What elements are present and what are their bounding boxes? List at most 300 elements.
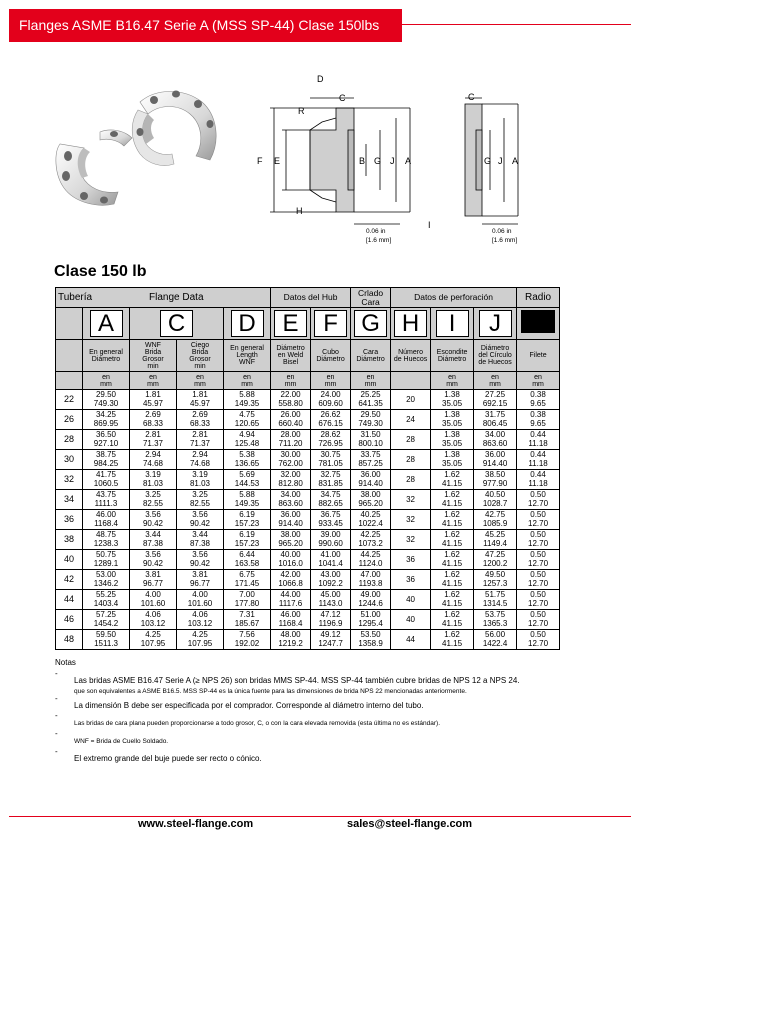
table-row <box>56 390 560 410</box>
desc-line: Ciego <box>190 341 210 349</box>
cell-h: 40 <box>391 590 431 610</box>
table-row <box>56 630 560 650</box>
cell-in: 4.75 <box>239 410 255 420</box>
dim-label-e: E <box>274 156 281 166</box>
note-text: WNF = Brida de Cuello Soldado. <box>74 737 169 745</box>
cell-g <box>351 410 391 430</box>
cell-j <box>474 610 517 630</box>
note-dash: - <box>55 711 58 721</box>
desc-line: Length <box>236 352 258 359</box>
unit-line-1: en <box>326 373 335 381</box>
cell-in: 3.56 <box>192 550 208 560</box>
cell-in: 5.38 <box>239 450 255 460</box>
note-item <box>55 748 575 766</box>
cell-mm: 857.25 <box>358 458 383 468</box>
header-flange-data: Flange Data <box>83 288 271 308</box>
cell-j <box>474 510 517 530</box>
cell-mm: 1422.4 <box>482 638 508 648</box>
desc-line: Grosor <box>189 355 211 363</box>
cell-in: 56.00 <box>485 630 506 640</box>
cell-in: 1.38 <box>444 410 460 420</box>
cell-d <box>224 490 271 510</box>
cell-mm: 933.45 <box>318 518 343 528</box>
cell-mm: 74.68 <box>142 458 164 468</box>
table-row <box>56 470 560 490</box>
unit-line-2: mm <box>446 380 458 388</box>
cell-mm: 12.70 <box>528 598 549 608</box>
cell-c1 <box>130 470 177 490</box>
cell-mm: 812.80 <box>278 478 303 488</box>
cell-in: 0.50 <box>530 490 546 500</box>
cell-in: 3.81 <box>145 570 161 580</box>
unit-cell <box>517 372 560 390</box>
cell-g <box>351 490 391 510</box>
cell-nps: 36 <box>56 510 83 530</box>
cell-f <box>311 470 351 490</box>
letter-cell-h <box>391 308 431 340</box>
cell-j <box>474 410 517 430</box>
table-row <box>56 410 560 430</box>
table-row <box>56 570 560 590</box>
cell-mm: 11.18 <box>528 438 548 448</box>
cell-in: 49.00 <box>360 590 381 600</box>
cell-f <box>311 450 351 470</box>
cell-g <box>351 570 391 590</box>
cell-mm: 12.70 <box>528 538 549 548</box>
cell-mm: 1041.4 <box>318 558 343 568</box>
cell-a <box>83 630 130 650</box>
unit-cell <box>311 372 351 390</box>
cell-nps: 40 <box>56 550 83 570</box>
cell-f <box>311 430 351 450</box>
cell-mm: 9.65 <box>530 418 546 428</box>
cell-f <box>311 550 351 570</box>
cell-in: 1.62 <box>444 490 460 500</box>
desc-line: Diámetro <box>91 355 121 363</box>
cell-in: 5.69 <box>239 470 255 480</box>
table-row <box>56 550 560 570</box>
unit-line-2: mm <box>324 380 337 388</box>
cell-mm: 1244.6 <box>358 598 383 608</box>
table-row <box>56 530 560 550</box>
cell-mm: 1358.9 <box>358 638 383 648</box>
cell-mm: 68.33 <box>142 418 164 428</box>
letter-cell-f <box>311 308 351 340</box>
header-crlado-cara <box>351 288 391 308</box>
note-dash: - <box>55 728 58 738</box>
note-text: El extremo grande del buje puede ser recto o cónico. <box>74 753 262 763</box>
cell-i <box>431 390 474 410</box>
cell-mm: 163.58 <box>234 558 260 568</box>
spec-table <box>55 287 560 650</box>
cell-f <box>311 610 351 630</box>
cell-r <box>517 590 560 610</box>
cell-in: 50.75 <box>95 550 117 560</box>
cell-in: 59.50 <box>95 630 117 640</box>
cell-c1 <box>130 530 177 550</box>
cell-g <box>351 470 391 490</box>
cell-mm: 12.70 <box>528 498 549 508</box>
cell-mm: 41.15 <box>442 518 463 528</box>
cell-in: 28.00 <box>280 430 301 440</box>
cell-c2 <box>177 470 224 490</box>
note-text: Las bridas de cara plana pueden proporcionarse a todo grosor, C, o con la cara elevada removida (esta última no es estándar). <box>74 720 441 728</box>
cell-mm: 171.45 <box>234 578 260 588</box>
cell-c2 <box>177 610 224 630</box>
cell-in: 46.00 <box>280 610 301 620</box>
cell-mm: 914.40 <box>482 458 508 468</box>
desc-line: Escondite <box>436 348 468 356</box>
unit-cell <box>474 372 517 390</box>
cell-mm: 1289.1 <box>93 558 119 568</box>
cell-mm: 177.80 <box>234 598 260 608</box>
cell-in: 25.25 <box>360 390 381 400</box>
cell-mm: 1295.4 <box>358 618 383 628</box>
cell-in: 3.56 <box>192 510 208 520</box>
cell-mm: 1257.3 <box>482 578 508 588</box>
cell-c1 <box>130 570 177 590</box>
cell-j <box>474 590 517 610</box>
unit-line-1: en <box>534 373 542 381</box>
desc-line: min <box>147 362 159 370</box>
cell-d <box>224 530 271 550</box>
cell-in: 28.62 <box>320 430 341 440</box>
notes <box>55 658 575 765</box>
cell-mm: 882.65 <box>318 498 343 508</box>
cell-e <box>271 630 311 650</box>
cell-d <box>224 630 271 650</box>
footer-email[interactable]: sales@steel-flange.com <box>347 818 473 830</box>
cell-in: 27.25 <box>485 390 506 400</box>
cell-i <box>431 430 474 450</box>
letter-cell-radio <box>517 308 560 340</box>
cell-in: 0.44 <box>530 470 546 480</box>
cell-mm: 157.23 <box>234 538 260 548</box>
cell-in: 0.50 <box>530 510 546 520</box>
dim-label-i: I <box>428 220 431 230</box>
cell-in: 0.38 <box>530 390 546 400</box>
cell-d <box>224 610 271 630</box>
cell-in: 7.00 <box>239 590 255 600</box>
cell-in: 0.38 <box>530 410 546 420</box>
cell-h: 32 <box>391 490 431 510</box>
cell-mm: 149.35 <box>234 398 260 408</box>
cell-in: 44.00 <box>280 590 301 600</box>
cell-in: 0.50 <box>530 570 546 580</box>
cell-g <box>351 630 391 650</box>
desc-line: de Huecos <box>393 355 428 363</box>
cell-mm: 87.38 <box>189 538 211 548</box>
cell-in: 36.50 <box>95 430 117 440</box>
cell-h: 40 <box>391 610 431 630</box>
cell-mm: 144.53 <box>234 478 260 488</box>
cell-in: 31.75 <box>485 410 506 420</box>
cell-in: 0.50 <box>530 590 546 600</box>
cell-mm: 90.42 <box>142 558 164 568</box>
cell-e <box>271 390 311 410</box>
cell-in: 2.69 <box>192 410 208 420</box>
cell-g <box>351 390 391 410</box>
cell-mm: 762.00 <box>278 458 303 468</box>
cell-in: 6.75 <box>239 570 255 580</box>
cell-mm: 1085.9 <box>482 518 508 528</box>
cell-in: 5.88 <box>239 390 255 400</box>
cell-in: 44.25 <box>360 550 381 560</box>
desc-line: Brida <box>191 348 209 356</box>
cell-r <box>517 430 560 450</box>
cell-in: 2.94 <box>145 450 161 460</box>
cell-nps: 30 <box>56 450 83 470</box>
cell-h: 36 <box>391 550 431 570</box>
unit-line-2: mm <box>364 380 377 388</box>
cell-mm: 1511.3 <box>94 638 118 648</box>
cell-mm: 641.35 <box>358 398 383 408</box>
table-row <box>56 510 560 530</box>
letter-cell-d <box>224 308 271 340</box>
cell-in: 1.62 <box>444 470 460 480</box>
cell-mm: 12.70 <box>528 518 549 528</box>
letter-cell-i <box>431 308 474 340</box>
cell-a <box>83 530 130 550</box>
cell-in: 4.25 <box>145 630 161 640</box>
cell-in: 2.69 <box>145 410 161 420</box>
desc-cell-a <box>83 340 130 372</box>
cell-mm: 185.67 <box>234 618 260 628</box>
cell-h: 44 <box>391 630 431 650</box>
cell-mm: 41.15 <box>442 578 463 588</box>
cell-i <box>431 570 474 590</box>
desc-line: Diámetro <box>480 345 510 352</box>
cell-h: 28 <box>391 450 431 470</box>
unit-cell <box>271 372 311 390</box>
cell-c2 <box>177 530 224 550</box>
cell-mm: 12.70 <box>528 618 549 628</box>
desc-line: del Círculo <box>478 352 512 359</box>
letter-box-a: A <box>90 310 123 337</box>
cell-in: 34.75 <box>320 490 341 500</box>
cell-in: 1.38 <box>444 430 460 440</box>
cell-mm: 711.20 <box>278 438 303 448</box>
cell-mm: 676.15 <box>318 418 343 428</box>
cell-mm: 1028.7 <box>482 498 508 508</box>
cell-c1 <box>130 430 177 450</box>
desc-cell-c1 <box>130 340 177 372</box>
note-item <box>55 670 575 695</box>
desc-line: Diámetro <box>316 355 345 363</box>
cell-mm: 726.95 <box>318 438 343 448</box>
cell-mm: 1314.5 <box>482 598 508 608</box>
cell-mm: 1092.2 <box>318 578 343 588</box>
desc-cell-r <box>517 340 560 372</box>
cell-r <box>517 610 560 630</box>
cell-mm: 41.15 <box>442 538 463 548</box>
cell-in: 1.62 <box>444 590 460 600</box>
cell-mm: 35.05 <box>442 418 463 428</box>
cell-h: 28 <box>391 470 431 490</box>
cell-in: 6.19 <box>239 530 255 540</box>
cell-mm: 41.15 <box>442 618 463 628</box>
dim-label-b: B <box>359 156 366 166</box>
cell-in: 34.25 <box>95 410 117 420</box>
cell-h: 32 <box>391 530 431 550</box>
cell-e <box>271 450 311 470</box>
cell-in: 7.56 <box>239 630 255 640</box>
cell-mm: 90.42 <box>189 558 211 568</box>
dim-label-a: A <box>405 156 412 166</box>
dim-note-in: 0.06 in <box>366 228 386 235</box>
dim-label-g: G <box>374 156 382 166</box>
cell-mm: 660.40 <box>278 418 303 428</box>
desc-line: Diámetro <box>276 345 305 352</box>
cell-f <box>311 590 351 610</box>
cell-in: 39.00 <box>320 530 341 540</box>
footer-website[interactable]: www.steel-flange.com <box>138 818 254 830</box>
cell-f <box>311 490 351 510</box>
cell-j <box>474 550 517 570</box>
desc-cell-g <box>351 340 391 372</box>
cell-c1 <box>130 450 177 470</box>
unit-line-2: mm <box>147 380 159 388</box>
cell-f <box>311 530 351 550</box>
cell-mm: 41.15 <box>442 558 463 568</box>
cell-j <box>474 470 517 490</box>
cell-mm: 82.55 <box>189 498 211 508</box>
unit-line-1: en <box>243 373 251 381</box>
cell-mm: 45.97 <box>189 398 211 408</box>
cell-mm: 1247.7 <box>318 638 343 648</box>
cell-mm: 1168.4 <box>94 518 118 528</box>
cell-mm: 1117.6 <box>278 598 303 608</box>
cell-mm: 41.15 <box>442 478 463 488</box>
note-subtext: que son equivalentes a ASME B16.5. MSS SP-44 es la única fuente para las dimensiones de brida NPS 22 mencionadas anteriormente. <box>74 687 467 695</box>
cell-f <box>311 570 351 590</box>
cell-in: 0.50 <box>530 530 546 540</box>
cell-d <box>224 550 271 570</box>
cell-e <box>271 590 311 610</box>
dim-label-r: R <box>298 106 305 116</box>
cell-in: 43.00 <box>320 570 341 580</box>
dim-note-mm-2: [1.6 mm] <box>492 237 518 244</box>
cell-in: 36.00 <box>280 510 301 520</box>
cell-mm: 609.60 <box>318 398 343 408</box>
cell-in: 48.75 <box>95 530 117 540</box>
unit-cell <box>351 372 391 390</box>
cell-in: 38.50 <box>485 470 506 480</box>
desc-line: en Weld <box>277 352 304 359</box>
cell-mm: 101.60 <box>187 598 213 608</box>
cell-f <box>311 390 351 410</box>
desc-cell-j <box>474 340 517 372</box>
cell-in: 29.50 <box>95 390 117 400</box>
desc-line: Diámetro <box>437 355 467 363</box>
letter-box-c: C <box>160 310 193 337</box>
cell-mm: 1124.0 <box>358 558 383 568</box>
letter-box-d: D <box>231 310 264 337</box>
cell-i <box>431 490 474 510</box>
cell-in: 30.75 <box>320 450 341 460</box>
cell-in: 4.00 <box>192 590 208 600</box>
cell-in: 3.25 <box>145 490 161 500</box>
cell-c2 <box>177 590 224 610</box>
section-title: Clase 150 lb <box>54 263 147 280</box>
unit-line-1: en <box>366 373 375 381</box>
cell-mm: 914.40 <box>358 478 383 488</box>
cell-mm: 1346.2 <box>93 578 119 588</box>
cell-mm: 1403.4 <box>93 598 119 608</box>
letter-cell-e <box>271 308 311 340</box>
letter-cell-g <box>351 308 391 340</box>
cell-in: 0.50 <box>530 550 546 560</box>
cell-mm: 558.80 <box>278 398 303 408</box>
cell-mm: 157.23 <box>234 518 260 528</box>
cell-r <box>517 510 560 530</box>
dim-label-j-2: J <box>498 156 503 166</box>
dim-label-g-2: G <box>484 156 492 166</box>
note-dash: - <box>55 669 58 678</box>
cell-d <box>224 410 271 430</box>
desc-line: Cubo <box>322 348 339 356</box>
cell-j <box>474 490 517 510</box>
cell-in: 40.50 <box>485 490 506 500</box>
cell-mm: 90.42 <box>189 518 211 528</box>
cell-c1 <box>130 410 177 430</box>
cell-h: 28 <box>391 430 431 450</box>
letter-box-i: I <box>436 310 469 337</box>
cell-mm: 101.60 <box>140 598 166 608</box>
unit-line-1: en <box>448 373 456 381</box>
cell-e <box>271 610 311 630</box>
note-text: La dimensión B debe ser especificada por el comprador. Corresponde al diámetro interno del tubo. <box>74 700 424 710</box>
dim-label-a-2: A <box>512 156 519 166</box>
letter-cell-c <box>130 308 224 340</box>
cell-e <box>271 490 311 510</box>
header-cara: Cara <box>361 296 380 307</box>
cell-a <box>83 610 130 630</box>
cell-in: 46.00 <box>95 510 117 520</box>
cell-mm: 125.48 <box>234 438 260 448</box>
flange-drawing <box>250 70 560 250</box>
desc-cell-f <box>311 340 351 372</box>
cell-in: 38.75 <box>95 450 117 460</box>
letter-box-e: E <box>274 310 307 337</box>
cell-h: 24 <box>391 410 431 430</box>
cell-d <box>224 510 271 530</box>
cell-in: 6.19 <box>239 510 255 520</box>
dim-label-j: J <box>390 156 395 166</box>
cell-mm: 1196.9 <box>318 618 343 628</box>
cell-c1 <box>130 630 177 650</box>
cell-mm: 71.37 <box>189 438 211 448</box>
cell-h: 20 <box>391 390 431 410</box>
cell-j <box>474 390 517 410</box>
cell-in: 2.81 <box>192 430 208 440</box>
cell-d <box>224 390 271 410</box>
cell-d <box>224 470 271 490</box>
cell-c1 <box>130 590 177 610</box>
cell-mm: 81.03 <box>142 478 164 488</box>
desc-line: min <box>194 362 206 370</box>
cell-j <box>474 450 517 470</box>
cell-mm: 96.77 <box>189 578 211 588</box>
cell-in: 3.44 <box>145 530 161 540</box>
cell-mm: 35.05 <box>442 438 463 448</box>
cell-c2 <box>177 410 224 430</box>
unit-line-1: en <box>286 373 295 381</box>
cell-in: 53.00 <box>95 570 117 580</box>
desc-line: En general <box>89 348 123 356</box>
cell-a <box>83 590 130 610</box>
cell-f <box>311 630 351 650</box>
